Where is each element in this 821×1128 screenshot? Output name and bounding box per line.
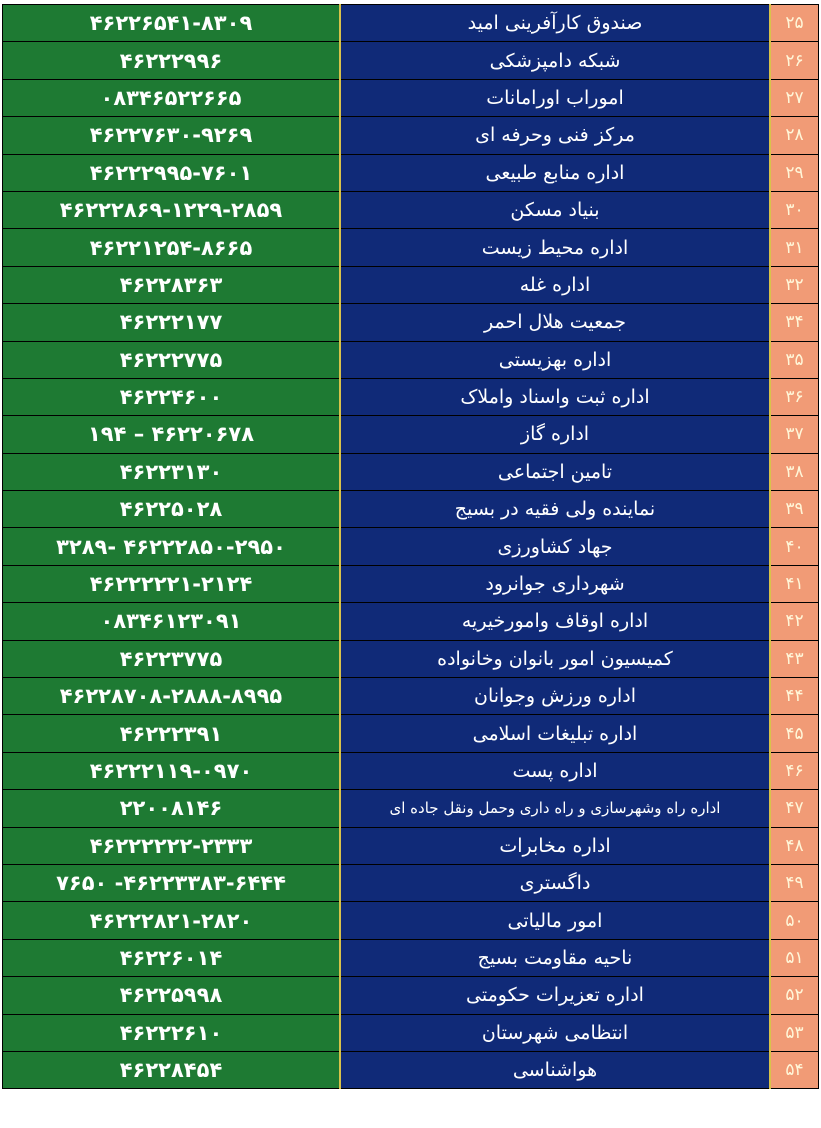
table-row (3, 378, 819, 415)
table-row (3, 565, 819, 602)
organization-name-cell: اداره اوقاف وامورخیریه (340, 603, 770, 640)
table-row (3, 678, 819, 715)
organization-name-cell: اداره منابع طبیعی (340, 154, 770, 191)
phone-number-cell: ۴۶۲۲۲۸۵۰-۲۹۵۰ -۳۲۸۹ (3, 528, 341, 565)
organization-name-cell: بنیاد مسکن (340, 191, 770, 228)
phone-number-cell: ۴۶۲۲۲۳۹۱ (3, 715, 341, 752)
row-number-cell: ۴۴ (770, 678, 819, 715)
table-row (3, 640, 819, 677)
table-row (3, 491, 819, 528)
phone-number-cell: ۴۶۲۲۰۶۷۸ – ۱۹۴ (3, 416, 341, 453)
phone-number-cell: ۴۶۲۲۲۲۲۲-۲۳۳۳ (3, 827, 341, 864)
table-row (3, 266, 819, 303)
table-row (3, 1051, 819, 1088)
organization-name-cell: اداره گاز (340, 416, 770, 453)
directory-rows (3, 5, 819, 1089)
table-row (3, 902, 819, 939)
table-row (3, 154, 819, 191)
phone-number-cell: ۴۶۲۲۷۶۳۰-۹۲۶۹ (3, 117, 341, 154)
table-row (3, 117, 819, 154)
organization-name-cell: امور مالیاتی (340, 902, 770, 939)
row-number-cell: ۴۸ (770, 827, 819, 864)
row-number-cell: ۵۰ (770, 902, 819, 939)
row-number-cell: ۳۸ (770, 453, 819, 490)
phone-number-cell: ۴۶۲۲۲۱۷۷ (3, 304, 341, 341)
organization-name-cell: جهاد کشاورزی (340, 528, 770, 565)
organization-name-cell: اداره پست (340, 752, 770, 789)
phone-number-cell: ۰۸۳۴۶۵۲۲۶۶۵ (3, 79, 341, 116)
organization-name-cell: انتظامی شهرستان (340, 1014, 770, 1051)
organization-name-cell: اداره غله (340, 266, 770, 303)
phone-number-cell: ۰۸۳۴۶۱۲۳۰۹۱ (3, 603, 341, 640)
row-number-cell: ۲۸ (770, 117, 819, 154)
table-row (3, 528, 819, 565)
phone-number-cell: ۴۶۲۲۵۰۲۸ (3, 491, 341, 528)
organization-name-cell: اداره تبلیغات اسلامی (340, 715, 770, 752)
organization-name-cell: مرکز فنی وحرفه ای (340, 117, 770, 154)
row-number-cell: ۲۷ (770, 79, 819, 116)
row-number-cell: ۵۴ (770, 1051, 819, 1088)
row-number-cell: ۳۴ (770, 304, 819, 341)
organization-name-cell: اداره محیط زیست (340, 229, 770, 266)
phone-number-cell: ۴۶۲۲۲۷۷۵ (3, 341, 341, 378)
row-number-cell: ۵۲ (770, 977, 819, 1014)
phone-number-cell: ۴۶۲۲۲۸۲۱-۲۸۲۰ (3, 902, 341, 939)
row-number-cell: ۴۰ (770, 528, 819, 565)
table-row (3, 977, 819, 1014)
organization-name-cell: اداره مخابرات (340, 827, 770, 864)
row-number-cell: ۲۵ (770, 5, 819, 42)
row-number-cell: ۵۱ (770, 939, 819, 976)
row-number-cell: ۳۲ (770, 266, 819, 303)
organization-name-cell: داگستری (340, 864, 770, 901)
row-number-cell: ۳۱ (770, 229, 819, 266)
organization-name-cell: ناحیه مقاومت بسیج (340, 939, 770, 976)
organization-name-cell: صندوق کارآفرینی امید (340, 5, 770, 42)
row-number-cell: ۴۱ (770, 565, 819, 602)
organization-name-cell: شبکه دامپزشکی (340, 42, 770, 79)
row-number-cell: ۳۹ (770, 491, 819, 528)
table-row (3, 790, 819, 827)
phone-number-cell: ۴۶۲۲۲۸۶۹-۱۲۲۹-۲۸۵۹ (3, 191, 341, 228)
organization-name-cell: اداره راه وشهرسازی و راه داری وحمل ونقل جاده ای (340, 790, 770, 827)
organization-name-cell: اموراب اورامانات (340, 79, 770, 116)
phone-number-cell: ۴۶۲۲۲۹۹۶ (3, 42, 341, 79)
row-number-cell: ۲۹ (770, 154, 819, 191)
phone-number-cell: ۴۶۲۲۶۰۱۴ (3, 939, 341, 976)
phone-number-cell: ۴۶۲۲۳۳۸۳-۶۴۴۴- ۷۶۵۰ (3, 864, 341, 901)
table-row (3, 5, 819, 42)
table-row (3, 603, 819, 640)
phone-number-cell: ۴۶۲۲۶۵۴۱-۸۳۰۹ (3, 5, 341, 42)
phone-number-cell: ۴۶۲۲۸۳۶۳ (3, 266, 341, 303)
row-number-cell: ۳۰ (770, 191, 819, 228)
organization-name-cell: اداره ورزش وجوانان (340, 678, 770, 715)
phone-number-cell: ۴۶۲۲۸۷۰۸-۲۸۸۸-۸۹۹۵ (3, 678, 341, 715)
table-row (3, 191, 819, 228)
organization-name-cell: شهرداری جوانرود (340, 565, 770, 602)
phone-number-cell: ۲۲۰۰۸۱۴۶ (3, 790, 341, 827)
table-row (3, 229, 819, 266)
row-number-cell: ۳۷ (770, 416, 819, 453)
table-row (3, 864, 819, 901)
row-number-cell: ۴۵ (770, 715, 819, 752)
table-row (3, 827, 819, 864)
phone-number-cell: ۴۶۲۲۲۱۱۹-۰۹۷۰ (3, 752, 341, 789)
organization-name-cell: جمعیت هلال احمر (340, 304, 770, 341)
table-row (3, 453, 819, 490)
table-row (3, 42, 819, 79)
table-row (3, 341, 819, 378)
table-row (3, 79, 819, 116)
table-row (3, 304, 819, 341)
row-number-cell: ۵۳ (770, 1014, 819, 1051)
organization-name-cell: کمیسیون امور بانوان وخانواده (340, 640, 770, 677)
phone-number-cell: ۴۶۲۲۲۹۹۵-۷۶۰۱ (3, 154, 341, 191)
organization-name-cell: اداره ثبت واسناد واملاک (340, 378, 770, 415)
phone-number-cell: ۴۶۲۲۸۴۵۴ (3, 1051, 341, 1088)
row-number-cell: ۳۵ (770, 341, 819, 378)
organization-name-cell: تامین اجتماعی (340, 453, 770, 490)
phone-number-cell: ۴۶۲۲۲۶۱۰ (3, 1014, 341, 1051)
table-row (3, 416, 819, 453)
phone-number-cell: ۴۶۲۲۴۶۰۰ (3, 378, 341, 415)
organization-name-cell: هواشناسی (340, 1051, 770, 1088)
table-row (3, 1014, 819, 1051)
row-number-cell: ۴۷ (770, 790, 819, 827)
organization-name-cell: اداره بهزیستی (340, 341, 770, 378)
phone-number-cell: ۴۶۲۲۳۱۳۰ (3, 453, 341, 490)
row-number-cell: ۴۹ (770, 864, 819, 901)
phone-number-cell: ۴۶۲۲۱۲۵۴-۸۶۶۵ (3, 229, 341, 266)
organization-name-cell: اداره تعزیرات حکومتی (340, 977, 770, 1014)
phone-number-cell: ۴۶۲۲۲۲۲۱-۲۱۲۴ (3, 565, 341, 602)
row-number-cell: ۲۶ (770, 42, 819, 79)
phone-directory-table (2, 4, 819, 1089)
row-number-cell: ۴۶ (770, 752, 819, 789)
row-number-cell: ۳۶ (770, 378, 819, 415)
phone-number-cell: ۴۶۲۲۳۷۷۵ (3, 640, 341, 677)
table-row (3, 715, 819, 752)
organization-name-cell: نماینده ولی فقیه در بسیج (340, 491, 770, 528)
phone-number-cell: ۴۶۲۲۵۹۹۸ (3, 977, 341, 1014)
table-row (3, 752, 819, 789)
row-number-cell: ۴۲ (770, 603, 819, 640)
row-number-cell: ۴۳ (770, 640, 819, 677)
table-row (3, 939, 819, 976)
